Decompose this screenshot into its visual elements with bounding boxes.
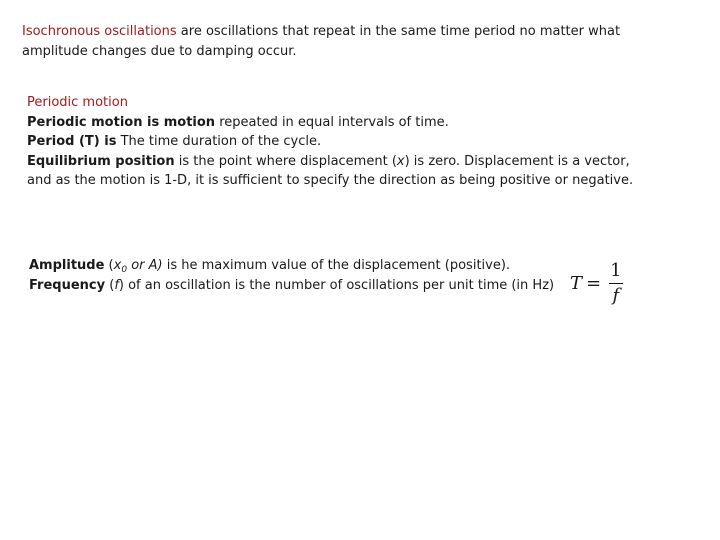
periodic-motion-definition	[27, 113, 633, 133]
amplitude-symbol-subscript: 0	[121, 265, 128, 275]
periodic-motion-text: repeated in equal intervals of time.	[215, 114, 449, 130]
intro-line-2: amplitude changes due to damping occur.	[22, 43, 297, 59]
equilibrium-term: Equilibrium position	[27, 153, 175, 169]
equilibrium-definition	[27, 152, 633, 172]
period-definition	[27, 132, 633, 152]
intro-paragraph	[22, 22, 620, 61]
formula-fraction	[606, 262, 625, 305]
period-text: The time duration of the cycle.	[116, 134, 322, 149]
equilibrium-definition-line-2: and as the motion is 1-D, it is sufficient to specify the direction as being positive or negative.	[27, 173, 634, 188]
formula-denominator: f	[609, 283, 624, 305]
period-frequency-formula	[570, 262, 626, 305]
amplitude-frequency-section	[29, 256, 554, 295]
frequency-term: Frequency	[29, 277, 106, 293]
intro-line-1	[22, 22, 620, 42]
isochronous-term: Isochronous oscillations	[22, 24, 177, 39]
amplitude-term: Amplitude	[29, 258, 105, 273]
frequency-text: of an oscillation is the number of oscillations per unit time (in Hz)	[123, 277, 555, 293]
amplitude-text: is he maximum value of the displacement (positive).	[162, 258, 511, 273]
periodic-motion-heading: Periodic motion	[27, 95, 128, 110]
equilibrium-text: is the point where displacement (	[174, 153, 397, 169]
frequency-variable: f	[114, 277, 119, 293]
frequency-definition	[29, 276, 554, 296]
intro-line-1-rest: are oscillations that repeat in the same time period no matter what	[176, 24, 621, 39]
periodic-motion-term: Periodic motion is motion	[27, 114, 216, 130]
periodic-motion-section	[27, 93, 633, 191]
amplitude-symbol-rest: or A)	[127, 258, 163, 273]
amplitude-symbol	[114, 258, 163, 273]
formula-numerator: 1	[610, 260, 622, 281]
frequency-paren-close: )	[118, 277, 124, 293]
amplitude-symbol-base: x	[113, 258, 122, 273]
amplitude-definition	[29, 256, 554, 276]
displacement-variable: x	[396, 153, 405, 169]
period-term: Period (T) is	[27, 134, 117, 149]
equilibrium-text-rest: ) is zero. Displacement is a vector,	[404, 153, 630, 169]
frequency-paren-open: (	[105, 277, 115, 293]
formula-lhs: T	[570, 273, 583, 294]
amplitude-paren: (	[104, 258, 114, 273]
formula-equals: =	[586, 273, 602, 294]
